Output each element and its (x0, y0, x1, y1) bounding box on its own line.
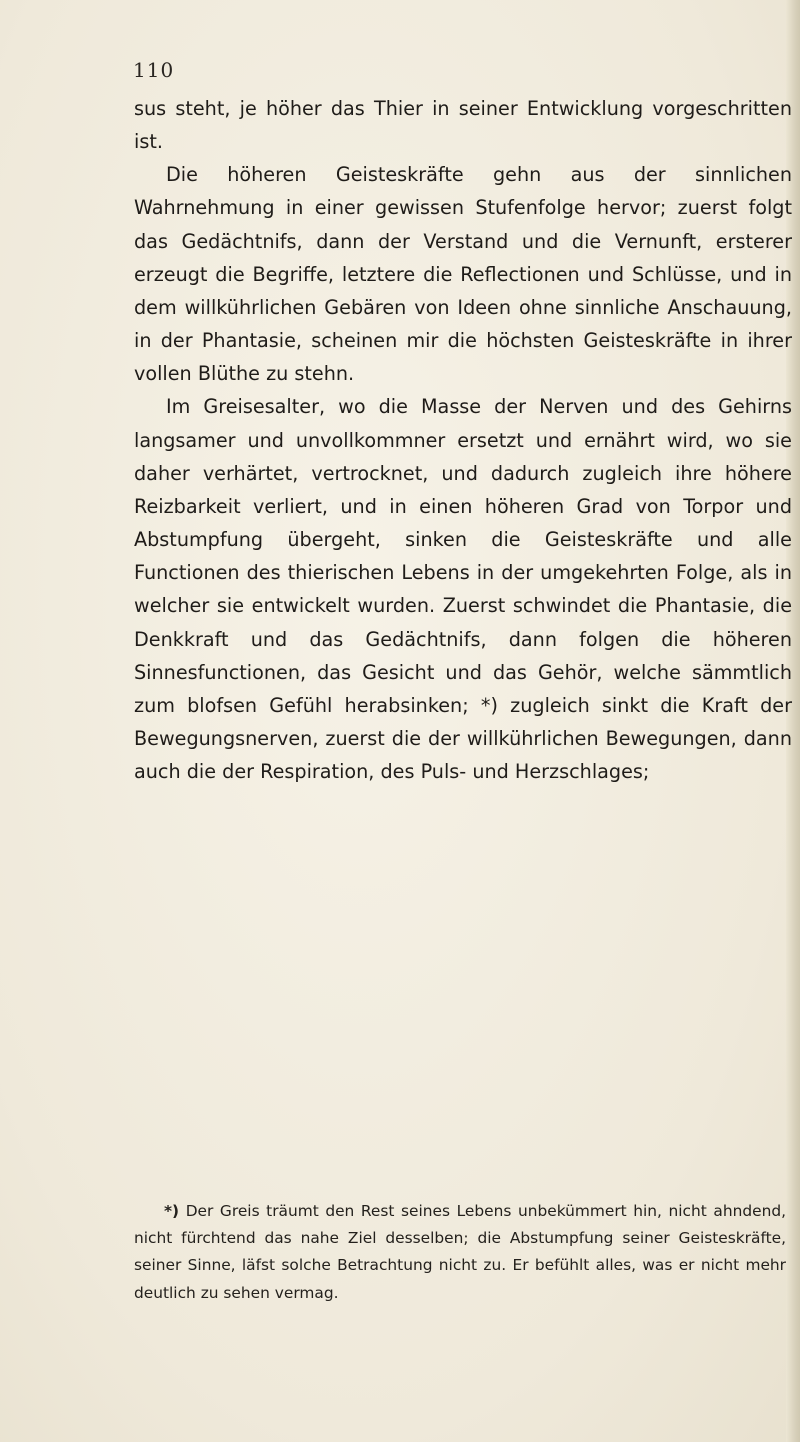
footnote-paragraph (134, 1198, 786, 1307)
footnote-text: Der Greis träumt den Rest seines Lebens unbekümmert hin, nicht ahndend, nicht fürchtend das nahe Ziel desselben; die Abstumpfung seiner Geisteskräfte, seiner Sinne, läfst solche Betrachtung nicht zu. Er befühlt alles, was er nicht mehr deutlich zu sehen vermag. (134, 1202, 786, 1302)
footnote-marker: *) (164, 1202, 180, 1220)
main-text (134, 92, 792, 788)
footnote (134, 1198, 786, 1307)
paragraph-continuation: sus steht, je höher das Thier in seiner Entwicklung vorgeschritten ist. (134, 97, 792, 154)
page-number: 110 (133, 58, 175, 82)
paragraph-old-age: Im Greisesalter, wo die Masse der Nerven und des Gehirns langsamer und unvollkommner ersetzt und ernährt wird, wo sie daher verhärtet, vertrocknet, und dadurch zugleich ihre höhere Reizbarkeit verliert, und in einen höheren Grad von Torpor und Abstumpfung übergeht, sinken die Geisteskräfte und alle Functionen des thierischen Lebens in der umgekehrten Folge, als in welcher sie entwickelt wurden. Zuerst schwindet die Phantasie, die Denkkraft und das Gedächtnifs, dann folgen die höheren Sinnesfunctionen, das Gesicht und das Gehör, welche sämmtlich zum blofsen Gefühl herabsinken; *) zugleich sinkt die Kraft der Bewegungsnerven, zuerst die der willkührlichen Bewegungen, dann auch die der Respiration, des Puls- und Herzschlages; (134, 395, 792, 784)
paragraph-higher-faculties: Die höheren Geisteskräfte gehn aus der sinnlichen Wahrnehmung in einer gewissen Stufenfolge hervor; zuerst folgt das Gedächtnifs, dann der Verstand und die Vernunft, ersterer erzeugt die Begriffe, letztere die Reflectionen und Schlüsse, und in dem willkührlichen Gebären von Ideen ohne sinnliche Anschauung, in der Phantasie, scheinen mir die höchsten Geisteskräfte in ihrer vollen Blüthe zu stehn. (134, 163, 792, 386)
